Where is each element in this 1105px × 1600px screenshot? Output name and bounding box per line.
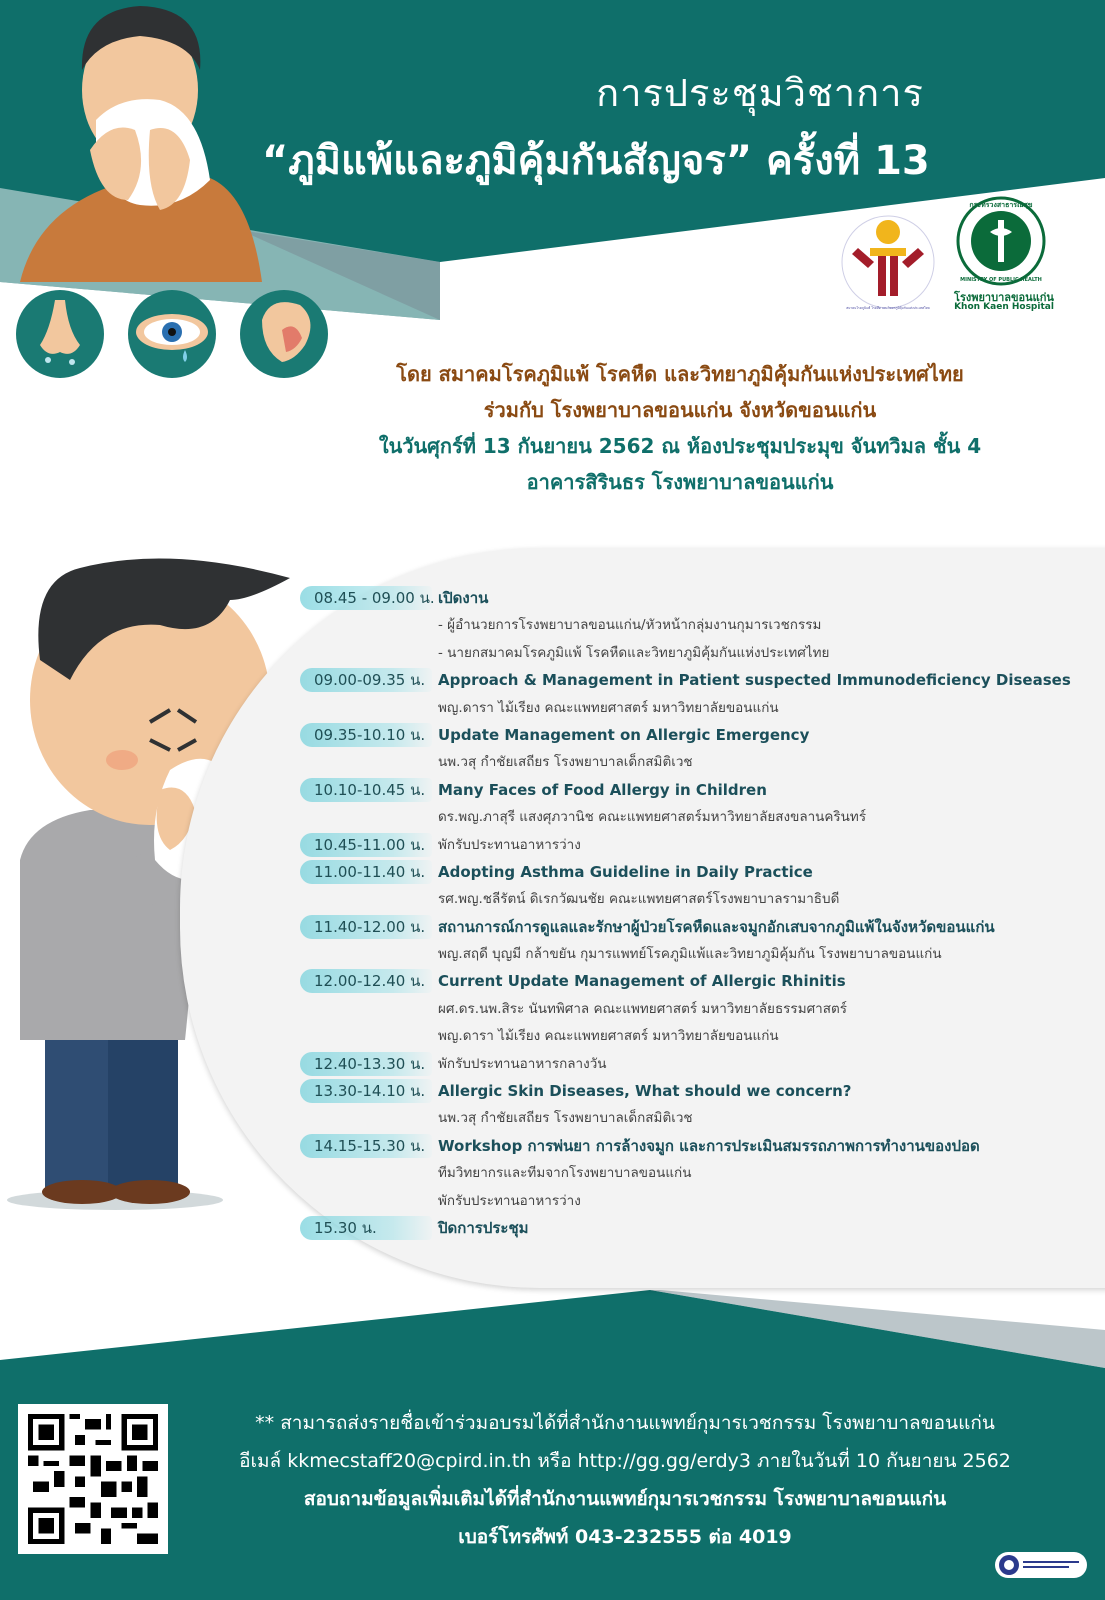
agenda-time: 13.30-14.10 น.	[300, 1079, 432, 1103]
organizer-info	[300, 356, 1060, 500]
hospital-name-english: Khon Kaen Hospital	[954, 302, 1054, 312]
agenda-row	[300, 969, 1100, 996]
agenda-break: พักรับประทานอาหารว่าง	[438, 836, 581, 853]
agenda-detail: นพ.วสุ กำชัยเสถียร โรงพยาบาลเด็กสมิติเวช	[438, 1110, 693, 1127]
registration-info	[185, 1404, 1065, 1556]
agenda-detail: พญ.ดารา ไม้เรียง คณะแพทยศาสตร์ มหาวิทยาลัยขอนแก่น	[438, 1028, 779, 1045]
logos-area	[838, 196, 1088, 316]
footer-logo-icon	[995, 1552, 1087, 1578]
agenda-row	[300, 641, 1100, 668]
agenda-time: 10.10-10.45 น.	[300, 778, 432, 802]
agenda-detail: รศ.พญ.ชลีรัตน์ ดิเรกวัฒนชัย คณะแพทยศาสตร์โรงพยาบาลรามาธิบดี	[438, 891, 840, 908]
registration-contact[interactable]: อีเมล์ kkmecstaff20@cpird.in.th หรือ http://gg.gg/erdy3 ภายในวันที่ 10 กันยายน 2562	[239, 1450, 1011, 1472]
agenda-row	[300, 1161, 1100, 1188]
agenda-row	[300, 586, 1100, 613]
building-line: อาคารสิรินธร โรงพยาบาลขอนแก่น	[526, 470, 834, 494]
agenda-row	[300, 696, 1100, 723]
agenda-time: 11.00-11.40 น.	[300, 860, 432, 884]
moph-ring-text-en: MINISTRY OF PUBLIC HEALTH	[960, 277, 1042, 283]
agenda-detail: - นายกสมาคมโรคภูมิแพ้ โรคหืดและวิทยาภูมิคุ้มกันแห่งประเทศไทย	[438, 644, 830, 661]
agenda-row	[300, 723, 1100, 750]
ministry-public-health-logo	[956, 196, 1046, 286]
co-organizer-line: ร่วมกับ โรงพยาบาลขอนแก่น จังหวัดขอนแก่น	[483, 398, 877, 422]
agenda-row	[300, 1189, 1100, 1216]
allergy-association-logo	[838, 212, 938, 312]
agenda-topic: Many Faces of Food Allergy in Children	[438, 780, 767, 799]
agenda-row	[300, 915, 1100, 942]
agenda-row	[300, 668, 1100, 695]
event-type-title: การประชุมวิชาการ	[596, 71, 924, 115]
agenda-row	[300, 1024, 1100, 1051]
agenda-detail: พักรับประทานอาหารว่าง	[438, 1192, 581, 1209]
agenda-time: 15.30 น.	[300, 1216, 432, 1240]
agenda-time: 12.40-13.30 น.	[300, 1052, 432, 1076]
event-main-title: “ภูมิแพ้และภูมิคุ้มกันสัญจร” ครั้งที่ 13	[262, 138, 930, 184]
phone-number: เบอร์โทรศัพท์ 043-232555 ต่อ 4019	[458, 1526, 792, 1548]
agenda-detail: ผศ.ดร.นพ.สิระ นันทพิศาล คณะแพทยศาสตร์ มหาวิทยาลัยธรรมศาสตร์	[438, 1000, 847, 1017]
inquiry-note: สอบถามข้อมูลเพิ่มเติมได้ที่สำนักงานแพทย์กุมารเวชกรรม โรงพยาบาลขอนแก่น	[303, 1488, 947, 1510]
moph-ring-text: กระทรวงสาธารณสุข	[969, 201, 1033, 209]
agenda-list	[300, 586, 1100, 1243]
eye-icon	[128, 290, 216, 378]
agenda-topic: ปิดการประชุม	[438, 1218, 529, 1237]
agenda-row	[300, 1052, 1100, 1079]
agenda-row	[300, 750, 1100, 777]
agenda-time: 12.00-12.40 น.	[300, 969, 432, 993]
agenda-detail: ทีมวิทยากรและทีมจากโรงพยาบาลขอนแก่น	[438, 1165, 692, 1182]
assoc-ring-text: สมาคมโรคภูมิแพ้ โรคหืด และวิทยาภูมิคุ้มกันแห่งประเทศไทย	[846, 306, 930, 310]
agenda-row	[300, 833, 1100, 860]
agenda-topic: Allergic Skin Diseases, What should we concern?	[438, 1082, 852, 1101]
registration-note: ** สามารถส่งรายชื่อเข้าร่วมอบรมได้ที่สำนักงานแพทย์กุมารเวชกรรม โรงพยาบาลขอนแก่น	[255, 1412, 995, 1434]
agenda-row	[300, 860, 1100, 887]
footer-organization-logo	[995, 1552, 1087, 1578]
agenda-row	[300, 1106, 1100, 1133]
agenda-topic: เปิดงาน	[438, 589, 489, 607]
agenda-time: 10.45-11.00 น.	[300, 833, 432, 857]
hospital-name-thai: โรงพยาบาลขอนแก่น	[954, 291, 1054, 304]
agenda-time: 08.45 - 09.00 น.	[300, 586, 432, 610]
agenda-detail: นพ.วสุ กำชัยเสถียร โรงพยาบาลเด็กสมิติเวช	[438, 754, 693, 771]
agenda-row	[300, 1216, 1100, 1243]
agenda-topic: สถานการณ์การดูแลและรักษาผู้ป่วยโรคหืดและจมูกอักเสบจากภูมิแพ้ในจังหวัดขอนแก่น	[438, 917, 995, 936]
agenda-row	[300, 613, 1100, 640]
agenda-time: 09.35-10.10 น.	[300, 723, 432, 747]
registration-qr-code[interactable]	[18, 1404, 168, 1554]
agenda-row	[300, 805, 1100, 832]
agenda-row	[300, 1079, 1100, 1106]
agenda-row	[300, 778, 1100, 805]
agenda-row	[300, 997, 1100, 1024]
agenda-row	[300, 1134, 1100, 1161]
agenda-break: พักรับประทานอาหารกลางวัน	[438, 1055, 607, 1072]
agenda-row	[300, 887, 1100, 914]
agenda-time: 11.40-12.00 น.	[300, 915, 432, 939]
agenda-topic: Adopting Asthma Guideline in Daily Practice	[438, 862, 813, 881]
agenda-topic: Current Update Management of Allergic Rhinitis	[438, 972, 846, 991]
organizer-line: โดย สมาคมโรคภูมิแพ้ โรคหืด และวิทยาภูมิคุ้มกันแห่งประเทศไทย	[396, 362, 964, 386]
agenda-topic: Approach & Management in Patient suspected Immunodeficiency Diseases	[438, 671, 1071, 690]
qr-code-icon	[28, 1414, 158, 1544]
agenda-detail: - ผู้อำนวยการโรงพยาบาลขอนแก่น/หัวหน้ากลุ่มงานกุมารเวชกรรม	[438, 617, 822, 634]
agenda-detail: ดร.พญ.ภาสุรี แสงศุภวานิช คณะแพทยศาสตร์มหาวิทยาลัยสงขลานครินทร์	[438, 809, 867, 826]
date-venue-line: ในวันศุกร์ที่ 13 กันยายน 2562 ณ ห้องประชุมประมุข จันทวิมล ชั้น 4	[378, 434, 982, 458]
agenda-row	[300, 942, 1100, 969]
agenda-time: 14.15-15.30 น.	[300, 1134, 432, 1158]
agenda-time: 09.00-09.35 น.	[300, 668, 432, 692]
agenda-topic: Update Management on Allergic Emergency	[438, 725, 810, 744]
agenda-detail: พญ.สฤดี บุญมี กล้าขยัน กุมารแพทย์โรคภูมิแพ้และวิทยาภูมิคุ้มกัน โรงพยาบาลขอนแก่น	[438, 946, 942, 963]
agenda-topic: Workshop การพ่นยา การล้างจมูก และการประเมินสมรรถภาพการทำงานของปอด	[438, 1136, 980, 1155]
nose-icon	[16, 290, 104, 378]
agenda-detail: พญ.ดารา ไม้เรียง คณะแพทยศาสตร์ มหาวิทยาลัยขอนแก่น	[438, 699, 779, 716]
